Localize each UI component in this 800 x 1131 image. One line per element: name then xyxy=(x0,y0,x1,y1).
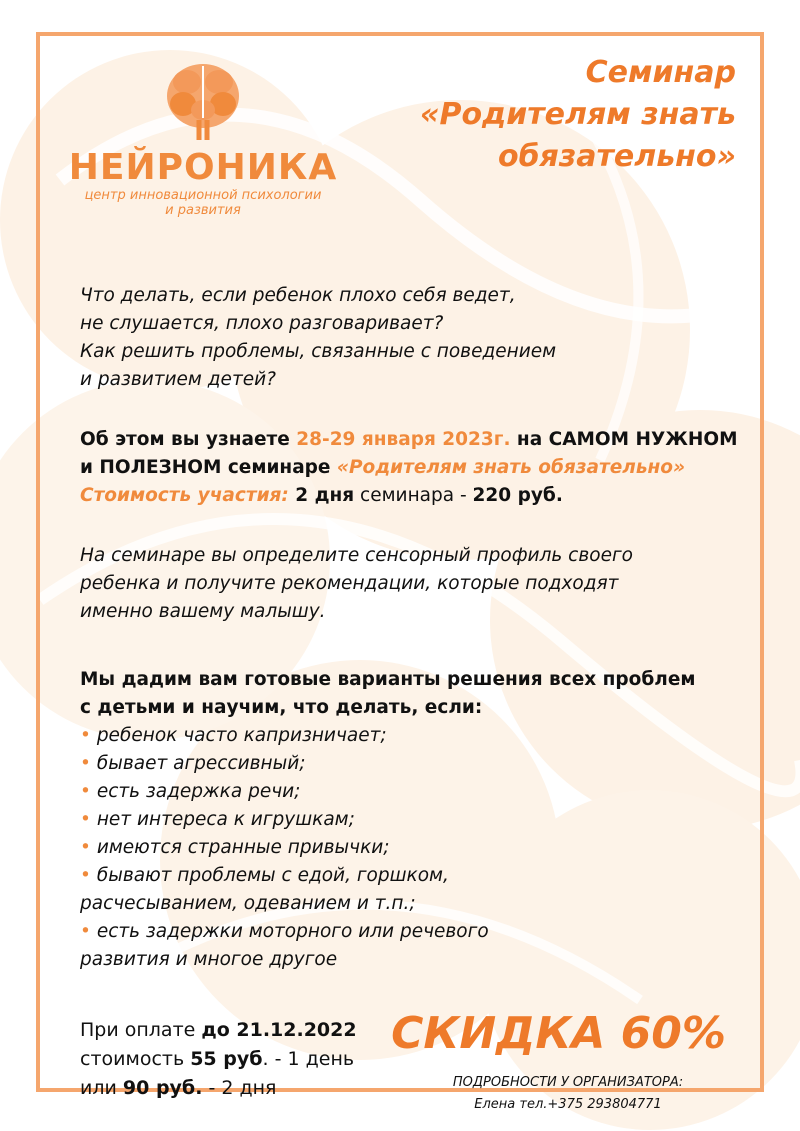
list-item-text: есть задержки моторного или речевого xyxy=(96,921,489,942)
discount-banner: СКИДКА 60% xyxy=(391,1008,726,1059)
payment-line-1 xyxy=(80,1016,357,1045)
profile-text xyxy=(80,542,633,626)
organizer-contact xyxy=(418,1072,718,1116)
event-text: Об этом вы узнаете xyxy=(80,429,297,450)
list-item-text-cont: расчесыванием, одеванием и т.п.; xyxy=(80,893,416,914)
contact-heading: ПОДРОБНОСТИ У ОРГАНИЗАТОРА: xyxy=(452,1075,684,1090)
payment-text: стоимость xyxy=(80,1048,191,1070)
bullet-icon: • xyxy=(80,921,91,942)
brand-name: НЕЙРОНИКА xyxy=(68,147,338,188)
list-item-text: есть задержка речи; xyxy=(96,781,301,802)
list-item-text: бывает агрессивный; xyxy=(96,753,306,774)
event-date: 28-29 января 2023г. xyxy=(296,429,511,450)
payment-text: . - 1 день xyxy=(262,1048,355,1070)
cost-label: Стоимость участия: xyxy=(80,485,289,506)
payment-deadline: до 21.12.2022 xyxy=(201,1019,357,1041)
brain-icon xyxy=(163,58,243,144)
bullet-icon: • xyxy=(80,725,91,746)
bullet-icon: • xyxy=(80,865,91,886)
payment-info xyxy=(80,1016,357,1103)
price-two-days: 90 руб. xyxy=(122,1077,203,1099)
payment-line-2 xyxy=(80,1045,357,1074)
event-line-2 xyxy=(80,454,738,482)
intro-line-3: Как решить проблемы, связанные с поведением xyxy=(80,341,557,362)
list-item-text: ребенок часто капризничает; xyxy=(96,725,387,746)
payment-text: или xyxy=(80,1077,123,1099)
price-one-day: 55 руб xyxy=(190,1048,263,1070)
intro-line-2: не слушается, плохо разговаривает? xyxy=(80,313,444,334)
list-item-text: бывают проблемы с едой, горшком, xyxy=(96,865,449,886)
list-item xyxy=(80,918,696,974)
list-item xyxy=(80,806,696,834)
cost-text: семинара - xyxy=(354,485,473,506)
cost-price: 220 руб. xyxy=(472,485,563,506)
problem-list xyxy=(80,722,696,974)
bullet-icon: • xyxy=(80,809,91,830)
seminar-title xyxy=(316,52,736,178)
list-item-text-cont: развития и многое другое xyxy=(80,949,338,970)
list-item xyxy=(80,834,696,862)
logo xyxy=(58,58,348,218)
cost-days: 2 дня xyxy=(288,485,355,506)
intro-line-1: Что делать, если ребенок плохо себя ведет, xyxy=(80,285,516,306)
title-line-2: «Родителям знать xyxy=(419,97,736,132)
list-item xyxy=(80,750,696,778)
solutions-heading-2: с детьми и научим, что делать, если: xyxy=(80,697,483,718)
payment-text: При оплате xyxy=(80,1019,202,1041)
profile-line-3: именно вашему малышу. xyxy=(80,601,326,622)
solutions-heading-1: Мы дадим вам готовые варианты решения всех проблем xyxy=(80,669,696,690)
event-line-1 xyxy=(80,426,738,454)
bullet-icon: • xyxy=(80,781,91,802)
seminar-name: «Родителям знать обязательно» xyxy=(336,457,686,478)
payment-text: - 2 дня xyxy=(202,1077,277,1099)
solutions-section xyxy=(80,666,696,974)
profile-line-1: На семинаре вы определите сенсорный профиль своего xyxy=(80,545,633,566)
event-info xyxy=(80,426,738,510)
event-text: и ПОЛЕЗНОМ семинаре xyxy=(80,457,337,478)
brand-tagline-1: центр инновационной психологии xyxy=(84,188,322,203)
cost-line xyxy=(80,482,738,510)
brand-tagline-2: и развития xyxy=(165,203,241,218)
bullet-icon: • xyxy=(80,753,91,774)
payment-line-3 xyxy=(80,1074,357,1103)
title-line-1: Семинар xyxy=(585,55,736,90)
bullet-icon: • xyxy=(80,837,91,858)
list-item-text: имеются странные привычки; xyxy=(96,837,390,858)
title-line-3: обязательно» xyxy=(497,139,736,174)
intro-text xyxy=(80,282,556,394)
list-item xyxy=(80,778,696,806)
event-text: на САМОМ НУЖНОМ xyxy=(510,429,738,450)
contact-phone: Елена тел.+375 293804771 xyxy=(474,1097,662,1112)
list-item xyxy=(80,862,696,918)
list-item-text: нет интереса к игрушкам; xyxy=(96,809,355,830)
intro-line-4: и развитием детей? xyxy=(80,369,276,390)
list-item xyxy=(80,722,696,750)
profile-line-2: ребенка и получите рекомендации, которые подходят xyxy=(80,573,619,594)
